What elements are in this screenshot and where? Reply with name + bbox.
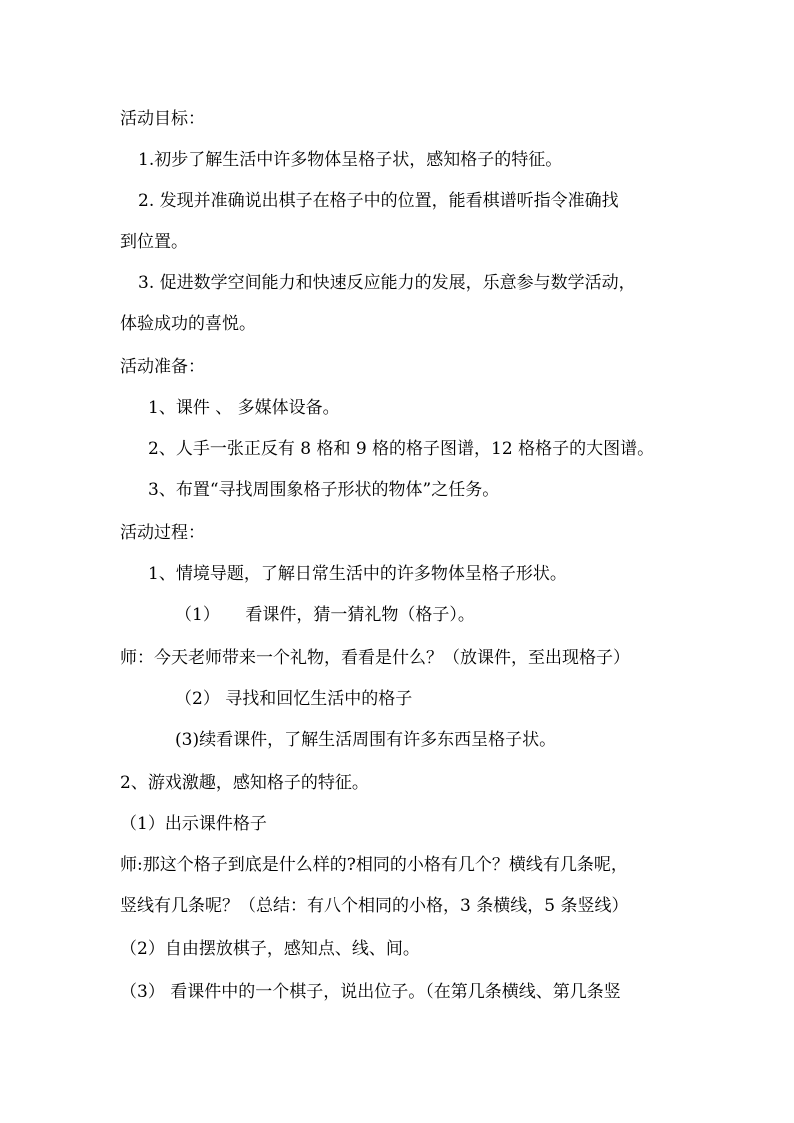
process-step-1-sub-1: （1） 看课件，猜一猜礼物（格子）。 <box>175 605 475 625</box>
process-step-2: 2、游戏激趣，感知格子的特征。 <box>120 773 369 793</box>
process-step-1-sub-3: (3)续看课件，了解生活周围有许多东西呈格子状。 <box>175 730 557 750</box>
process-step-2-sub-2: （2）自由摆放棋子，感知点、线、间。 <box>120 939 420 959</box>
preparation-item-2: 2、人手一张正反有 8 格和 9 格的格子图谱，12 格格子的大图谱。 <box>148 439 655 459</box>
process-step-1: 1、情境导题，了解日常生活中的许多物体呈格子形状。 <box>148 564 567 584</box>
goal-item-3-continued: 体验成功的喜悦。 <box>120 314 256 334</box>
section-heading-process: 活动过程： <box>120 523 205 543</box>
teacher-line-2: 师:那这个格子到底是什么样的?相同的小格有几个？横线有几条呢， <box>120 855 628 875</box>
process-step-2-sub-3: （3） 看课件中的一个棋子，说出位子。（在第几条横线、第几条竖 <box>120 982 621 1002</box>
goal-item-3: 3. 促进数学空间能力和快速反应能力的发展，乐意参与数学活动， <box>138 273 636 293</box>
process-step-2-sub-1: （1）出示课件格子 <box>120 814 267 834</box>
section-heading-goals: 活动目标： <box>120 109 205 129</box>
process-step-1-sub-2: （2） 寻找和回忆生活中的格子 <box>175 689 413 709</box>
preparation-item-3: 3、布置“寻找周围象格子形状的物体”之任务。 <box>148 480 500 500</box>
goal-item-1: 1.初步了解生活中许多物体呈格子状，感知格子的特征。 <box>138 150 563 170</box>
preparation-item-1: 1、课件 、 多媒体设备。 <box>148 398 340 418</box>
teacher-line-2-continued: 竖线有几条呢？（总结：有八个相同的小格，3 条横线，5 条竖线） <box>120 896 629 916</box>
section-heading-preparation: 活动准备： <box>120 357 205 377</box>
goal-item-2: 2. 发现并准确说出棋子在格子中的位置，能看棋谱听指令准确找 <box>138 191 619 211</box>
goal-item-2-continued: 到位置。 <box>120 232 188 252</box>
teacher-line-1: 师：今天老师带来一个礼物，看看是什么？（放课件，至出现格子） <box>120 648 630 668</box>
